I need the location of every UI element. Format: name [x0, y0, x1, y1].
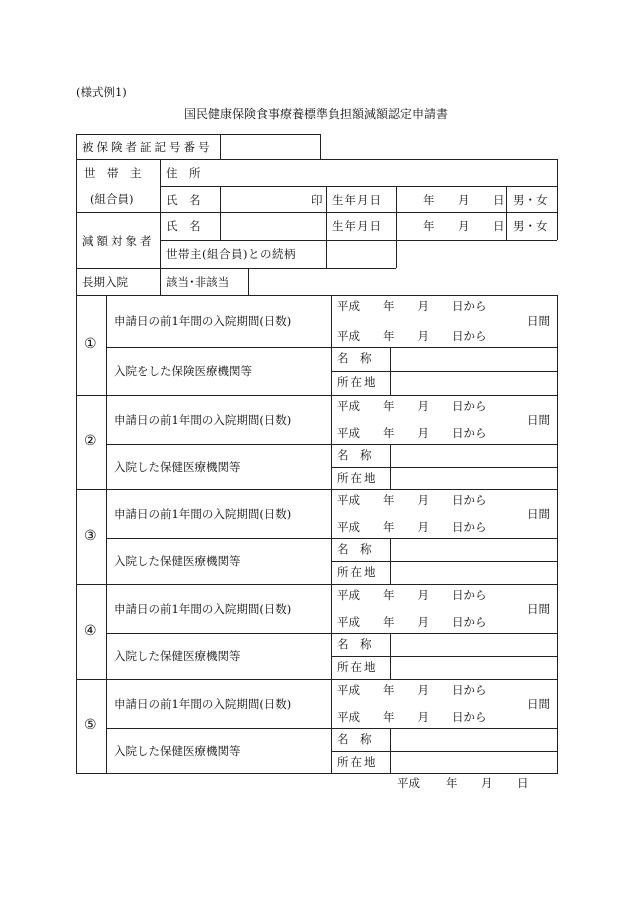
days-unit: 日間: [527, 506, 550, 521]
facility-name-label: 名 称: [337, 351, 372, 365]
period-to-line[interactable]: 平成 年 月 日から: [337, 426, 487, 440]
page-title: 国民健康保険食事療養標準負担額減額認定申請書: [184, 107, 449, 121]
section-number: ⑤: [84, 717, 97, 733]
facility-location-field[interactable]: [392, 563, 555, 583]
householder-sex-options[interactable]: 男・女: [513, 193, 548, 207]
target-name-label: 氏 名: [166, 219, 201, 233]
facility-label: 入院した保健医療機関等: [114, 743, 241, 758]
period-from-line[interactable]: 平成 年 月 日から: [337, 493, 487, 507]
facility-label: 入院した保健医療機関等: [114, 649, 241, 663]
target-birth-month: 月: [458, 219, 470, 233]
facility-location-label: 所在地: [337, 471, 378, 485]
facility-location-label: 所在地: [337, 375, 378, 389]
facility-name-label: 名 称: [337, 448, 372, 462]
facility-location-field[interactable]: [392, 469, 555, 488]
days-unit: 日間: [527, 412, 550, 427]
facility-name-field[interactable]: [392, 349, 555, 370]
period-to-line[interactable]: 平成 年 月 日から: [337, 710, 487, 724]
insured-number-label: 被保険者証記号番号: [82, 140, 213, 154]
long-term-label: 長期入院: [82, 275, 128, 289]
facility-location-field[interactable]: [392, 373, 555, 394]
facility-name-field[interactable]: [392, 446, 555, 466]
relationship-label: 世帯主(組合員)との続柄: [166, 247, 296, 261]
sample-label: (様式例1): [76, 85, 127, 99]
facility-name-field[interactable]: [392, 540, 555, 560]
facility-name-field[interactable]: [392, 730, 555, 750]
facility-name-label: 名 称: [337, 732, 372, 746]
facility-location-label: 所在地: [337, 660, 378, 674]
period-label: 申請日の前1年間の入院期間(日数): [114, 506, 292, 521]
period-from-line[interactable]: 平成 年 月 日から: [337, 683, 487, 697]
householder-birth-year: 年: [423, 193, 435, 207]
days-unit: 日間: [527, 696, 550, 711]
footer-era: 平成: [397, 776, 420, 790]
facility-location-field[interactable]: [392, 753, 555, 772]
facility-label: 入院をした保険医療機関等: [114, 364, 252, 378]
facility-name-label: 名 称: [337, 542, 372, 556]
period-label: 申請日の前1年間の入院期間(日数): [114, 314, 292, 328]
address-field[interactable]: [222, 161, 555, 184]
section-number: ①: [84, 336, 97, 352]
section-number: ③: [84, 527, 97, 544]
householder-sub-label: (組合員): [90, 192, 134, 206]
days-unit: 日間: [527, 601, 550, 616]
householder-label: 世 帯 主: [84, 166, 142, 180]
target-name-field[interactable]: [222, 214, 322, 238]
facility-label: 入院した保健医療機関等: [114, 554, 241, 568]
days-unit: 日間: [527, 314, 550, 328]
period-label: 申請日の前1年間の入院期間(日数): [114, 601, 292, 616]
target-sex-options[interactable]: 男・女: [513, 219, 548, 233]
householder-birth-day: 日: [493, 193, 505, 207]
householder-birth-month: 月: [458, 193, 470, 207]
relationship-field[interactable]: [328, 242, 394, 266]
footer-year: 年: [446, 776, 458, 790]
facility-name-label: 名 称: [337, 637, 372, 651]
section-number: ④: [84, 622, 97, 639]
facility-location-label: 所在地: [337, 755, 378, 769]
facility-location-label: 所在地: [337, 565, 378, 579]
householder-name-label: 氏 名: [166, 193, 201, 207]
period-from-line[interactable]: 平成 年 月 日から: [337, 588, 487, 602]
target-birth-year: 年: [423, 219, 435, 233]
facility-label: 入院した保健医療機関等: [114, 459, 241, 474]
householder-birthdate-label: 生年月日: [332, 193, 382, 207]
footer-month: 月: [481, 776, 493, 790]
period-to-line[interactable]: 平成 年 月 日から: [337, 329, 487, 343]
period-from-line[interactable]: 平成 年 月 日から: [337, 399, 487, 413]
facility-name-field[interactable]: [392, 635, 555, 655]
reduction-target-label: 減額対象者: [82, 234, 155, 248]
address-label: 住 所: [166, 166, 201, 180]
section-number: ②: [84, 433, 97, 449]
long-term-options[interactable]: 該当･非該当: [166, 275, 230, 289]
seal-mark: 印: [311, 193, 323, 207]
householder-name-field[interactable]: [222, 188, 302, 210]
footer-day: 日: [517, 776, 529, 790]
target-birth-day: 日: [493, 219, 505, 233]
facility-location-field[interactable]: [392, 658, 555, 678]
period-from-line[interactable]: 平成 年 月 日から: [337, 299, 487, 313]
insured-number-field[interactable]: [222, 136, 318, 156]
period-to-line[interactable]: 平成 年 月 日から: [337, 615, 487, 629]
period-label: 申請日の前1年間の入院期間(日数): [114, 412, 292, 427]
target-birthdate-label: 生年月日: [332, 219, 382, 233]
period-label: 申請日の前1年間の入院期間(日数): [114, 696, 292, 711]
period-to-line[interactable]: 平成 年 月 日から: [337, 520, 487, 534]
